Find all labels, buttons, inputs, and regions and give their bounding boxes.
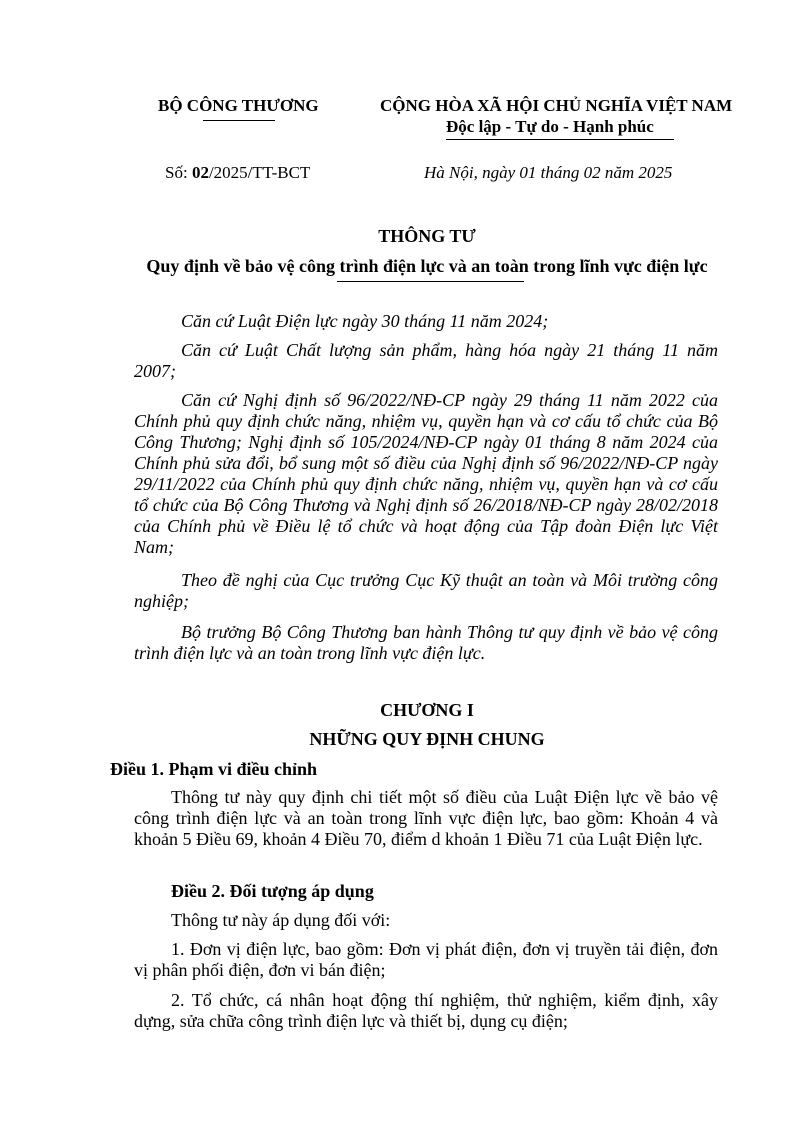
subject-underline <box>337 281 524 282</box>
article-2-item-1: 1. Đơn vị điện lực, bao gồm: Đơn vị phát điện, đơn vị truyền tải điện, đơn vị phân phối điện, đơn vi bán điện; <box>134 939 718 980</box>
doc-number-prefix: Số: <box>165 163 192 182</box>
preamble-line-1: Căn cứ Luật Điện lực ngày 30 tháng 11 năm 2024; <box>181 311 549 331</box>
chapter-number: CHƯƠNG I <box>380 700 474 720</box>
preamble-line-4: Theo đề nghị của Cục trưởng Cục Kỹ thuật an toàn và Môi trường công nghiệp; <box>134 570 718 611</box>
preamble-line-3: Căn cứ Nghị định số 96/2022/NĐ-CP ngày 29 tháng 11 năm 2022 của Chính phủ quy định chức năng, nhiệm vụ, quyền hạn và cơ cấu tổ chức của Bộ Công Thương; Nghị định số 105/2024/NĐ-CP ngày 01 tháng 8 năm 2024 của Chính phủ sửa đổi, bổ sung một số điều của Nghị định số 96/2022/NĐ-CP ngày 29/11/2022 của Chính phủ quy định chức năng, nhiệm vụ, quyền hạn và cơ cấu tổ chức của Bộ Công Thương và Nghị định số 26/2018/NĐ-CP ngày 28/02/2018 của Chính phủ về Điều lệ tổ chức và hoạt động của Tập đoàn Điện lực Việt Nam; <box>134 390 718 557</box>
nation-name: CỘNG HÒA XÃ HỘI CHỦ NGHĨA VIỆT NAM <box>380 96 733 115</box>
document-subject: Quy định về bảo vệ công trình điện lực và an toàn trong lĩnh vực điện lực <box>146 256 708 276</box>
preamble-line-5: Bộ trưởng Bộ Công Thương ban hành Thông tư quy định về bảo vệ công trình điện lực và an toàn trong lĩnh vực điện lực. <box>134 622 718 663</box>
preamble-line-2: Căn cứ Luật Chất lượng sản phẩm, hàng hóa ngày 21 tháng 11 năm 2007; <box>134 340 718 381</box>
article-2-heading: Điều 2. Đối tượng áp dụng <box>171 881 374 901</box>
doc-number-bold: 02 <box>191 163 209 182</box>
national-motto: Độc lập - Tự do - Hạnh phúc <box>446 117 654 136</box>
document-type: THÔNG TƯ <box>378 226 476 246</box>
article-2-item-2: 2. Tổ chức, cá nhân hoạt động thí nghiệm, thử nghiệm, kiểm định, xây dựng, sửa chữa công trình điện lực và thiết bị, dụng cụ điện; <box>134 990 718 1031</box>
agency-underline <box>203 120 275 121</box>
agency-name: BỘ CÔNG THƯƠNG <box>158 96 319 115</box>
article-1-body: Thông tư này quy định chi tiết một số điều của Luật Điện lực về bảo vệ công trình điện lực và an toàn trong lĩnh vực điện lực, bao gồm: Khoản 4 và khoản 5 Điều 69, khoản 4 Điều 70, điểm d khoản 1 Điều 71 của Luật Điện lực. <box>134 787 718 849</box>
doc-number-suffix: /2025/TT-BCT <box>208 163 311 182</box>
motto-underline <box>446 139 674 140</box>
document-number <box>165 162 310 184</box>
article-2-intro: Thông tư này áp dụng đối với: <box>171 910 391 930</box>
place-date: Hà Nội, ngày 01 tháng 02 năm 2025 <box>424 163 673 182</box>
article-1-heading: Điều 1. Phạm vi điều chỉnh <box>110 759 318 779</box>
chapter-name: NHỮNG QUY ĐỊNH CHUNG <box>309 729 545 749</box>
